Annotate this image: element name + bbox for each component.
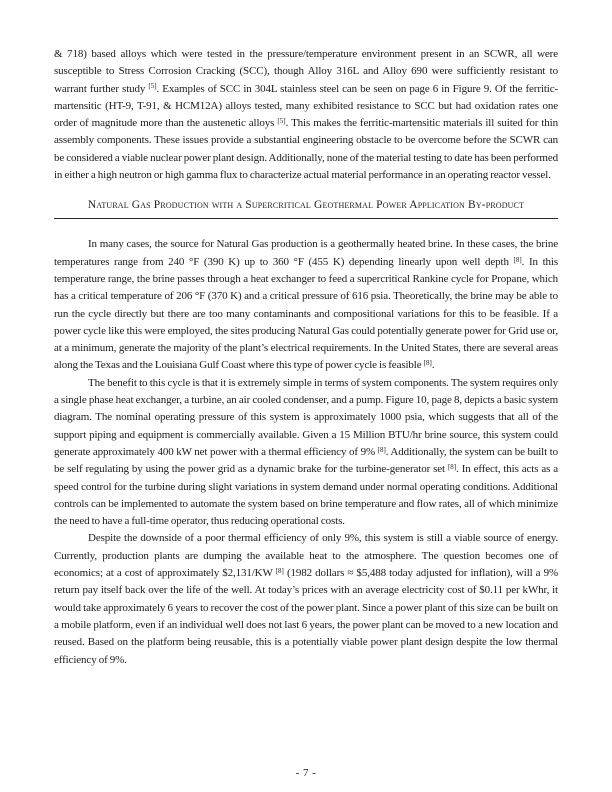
section-heading: Natural Gas Production with a Supercritical Geothermal Power Application By-product <box>54 197 558 219</box>
reference-superscript: [5] <box>148 82 157 91</box>
reference-superscript: [8] <box>513 255 522 264</box>
paragraph-2: In many cases, the source for Natural Gas production is a geothermally heated brine. In these cases, the brine temperatures range from 240 °F (390 K) up to 360 °F (455 K) depending linearly upon well depth [8]. In this temperature range, the brine passes through a heat exchanger to feed a supercritical Rankine cycle for Propane, which has a critical temperature of 206 °F (370 K) and a critical pressure of 616 psia. Theoretically, the brine may be able to run the cycle directly but there are too many contaminants and compositional variations for this to be feasible. If a power cycle like this were employed, the sites producing Natural Gas could potentially generate power for Grid use or, at a minimum, generate the majority of the plant’s electrical requirements. In the United States, there are several areas along the Texas and the Louisiana Gulf Coast where this type of power cycle is feasible [8]. <box>54 238 558 372</box>
reference-superscript: [8] <box>423 359 432 368</box>
paragraph-4: Despite the downside of a poor thermal efficiency of only 9%, this system is still a viable source of energy. Currently, production plants are dumping the available heat to the atmosphere. The question becomes one of economics; at a cost of approximately $2,131/KW [8] (1982 dollars ≈ $5,488 today adjusted for inflation), will a 9% return pay itself back over the life of the well. At today’s prices with an average electricity cost of $0.11 per kWhr, it would take approximately 6 years to recover the cost of the power plant. Since a power plant of this size can be built on a mobile platform, even if an individual well does not last 6 years, the power plant can be moved to a new location and reused. Based on the platform being reusable, this is a potentially viable power plant design despite the low thermal efficiency of 9%. <box>54 532 558 666</box>
reference-superscript: [8] <box>447 463 457 472</box>
reference-superscript: [8] <box>377 445 386 454</box>
reference-superscript: [5] <box>277 117 286 126</box>
page-content <box>54 46 558 669</box>
reference-superscript: [8] <box>275 566 284 575</box>
paragraph-1: & 718) based alloys which were tested in the pressure/temperature environment present in an SCWR, all were susceptible to Stress Corrosion Cracking (SCC), though Alloy 316L and Alloy 690 were sufficiently resistant to warrant further study [5]. Examples of SCC in 304L stainless steel can be seen on page 6 in Figure 9. Of the ferritic-martensitic (HT-9, T-91, & HCM12A) alloys tested, many exhibited resistance to SCC but had oxidation rates one order of magnitude more than the austenetic alloys [5]. This makes the ferritic-martensitic materials ill suited for thin assembly components. These issues provide a substantial engineering obstacle to be overcome before the SCWR can be considered a viable nuclear power plant design. Additionally, none of the material testing to date has been performed in either a high neutron or high gamma flux to characterize actual material performance in an operating reactor vessel. <box>54 48 559 182</box>
page-number: - 7 - <box>295 767 317 779</box>
paragraph-3: The benefit to this cycle is that it is extremely simple in terms of system components. The system requires only a single phase heat exchanger, a turbine, an air cooled condenser, and a pump. Figure 10, page 8, depicts a basic system diagram. The nominal operating pressure of this system is approximately 1000 psia, which suggests that all of the support piping and equipment is commercially available. Given a 15 Million BTU/hr brine source, this system could generate approximately 400 kW net power with a thermal efficiency of 9% [8]. Additionally, the system can be built to be self regulating by using the power grid as a dynamic brake for the turbine-generator set [8]. In effect, this acts as a speed control for the turbine during slight variations in system demand under normal operating conditions. Additional controls can be implemented to automate the system based on brine temperature and flow rates, all of which minimize the need to have a full-time operator, thus reducing operational costs. <box>54 376 558 528</box>
